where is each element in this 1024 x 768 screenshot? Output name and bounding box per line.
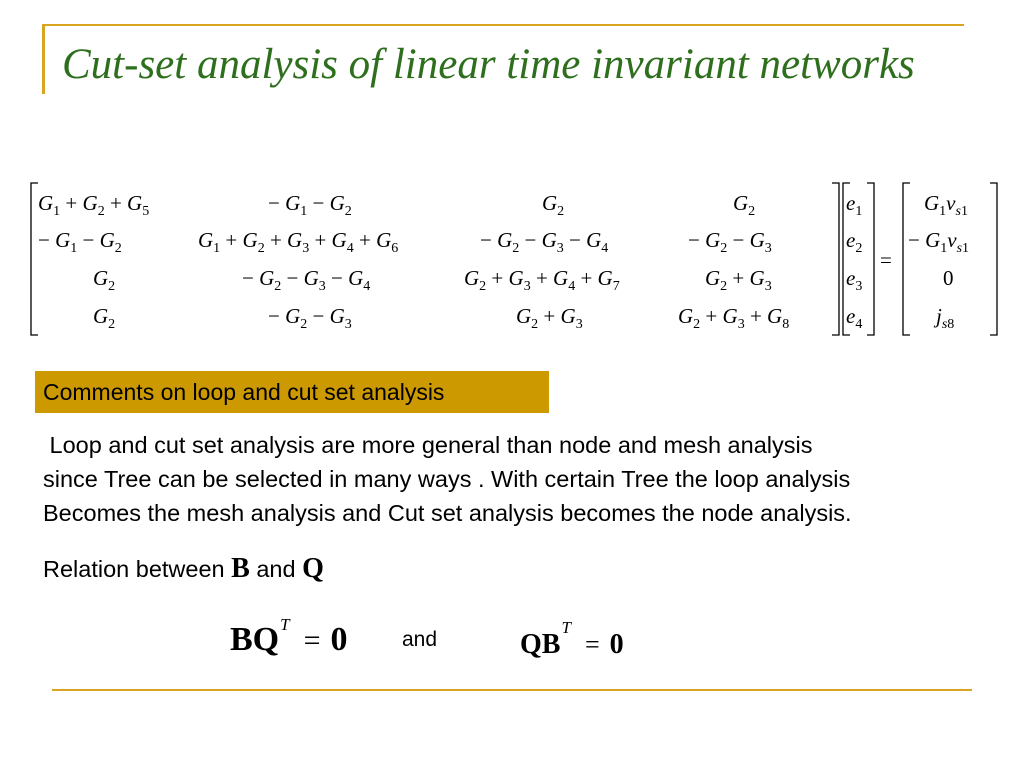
- vector-rhs-left-bracket: [903, 183, 910, 335]
- vector-e-entry: $e_3$: [846, 266, 863, 294]
- left-accent-rule: [42, 24, 45, 94]
- top-accent-rule: [42, 24, 964, 26]
- vector-rhs-entry: 0: [943, 266, 954, 290]
- eq2-lhs: QB: [520, 629, 561, 660]
- eq1-rhs: 0: [330, 621, 348, 658]
- eq1-equals: =: [303, 624, 321, 657]
- matrix-left-bracket: [31, 183, 38, 335]
- matrix-cell: $G_2$: [93, 304, 116, 332]
- paragraph-line: Becomes the mesh analysis and Cut set analysis becomes the node analysis.: [43, 500, 852, 526]
- relation-and: and: [256, 556, 296, 582]
- matrix-cell: − $G_2 - G_3 - G_4$: [242, 266, 371, 294]
- matrix-cell: $G_2 + G_3 + G_4 + G_7$: [464, 266, 620, 294]
- symbol-q: Q: [302, 553, 324, 584]
- paragraph-line: since Tree can be selected in many ways . With certain Tree the loop analysis: [43, 466, 851, 492]
- matrix-cell: $G_2 + G_3$: [705, 266, 772, 294]
- matrix-cell: $G_1 + G_2 + G_3 + G_4 + G_6$: [198, 228, 399, 256]
- vector-e-entry: $e_1$: [846, 191, 863, 219]
- matrix-cell: $G_2 + G_3 + G_8$: [678, 304, 790, 332]
- eq2-transpose: T: [561, 618, 571, 637]
- matrix-cell: − $G_2 - G_3$: [688, 228, 772, 256]
- equals-sign: =: [880, 248, 892, 272]
- matrix-cell: $G_2$: [733, 191, 756, 219]
- eq2-rhs: 0: [609, 629, 624, 660]
- vector-rhs-entry: $G_1v_s1$: [924, 191, 968, 219]
- eq1-lhs: BQ: [230, 621, 280, 658]
- vector-e-entry: $e_4$: [846, 304, 863, 332]
- matrix-cell: $G_1 + G_2 + G_5$: [38, 191, 150, 219]
- comments-paragraph: [43, 428, 1023, 530]
- vector-e-entry: $e_2$: [846, 228, 863, 256]
- relation-prefix: Relation between: [43, 556, 225, 582]
- relation-line: [43, 553, 324, 585]
- equation-bq-transpose: [230, 615, 348, 659]
- equation-qb-transpose: [520, 618, 624, 661]
- matrix-cell: − $G_1 - G_2$: [268, 191, 352, 219]
- vector-rhs-right-bracket: [990, 183, 997, 335]
- comments-banner: Comments on loop and cut set analysis: [35, 371, 549, 413]
- eq1-transpose: T: [280, 615, 290, 634]
- matrix-cell: $G_2$: [93, 266, 116, 294]
- equations-and: and: [402, 628, 438, 651]
- matrix-cell: − $G_1 - G_2$: [38, 228, 122, 256]
- matrix-cell: $G_2 + G_3$: [516, 304, 583, 332]
- bottom-accent-rule: [52, 689, 972, 691]
- vector-rhs-entry: $j_s8$: [936, 304, 955, 332]
- matrix-cell: − $G_2 - G_3 - G_4$: [480, 228, 609, 256]
- paragraph-line: Loop and cut set analysis are more general than node and mesh analysis: [43, 432, 813, 458]
- matrix-cell: $G_2$: [542, 191, 565, 219]
- eq2-equals: =: [584, 630, 600, 659]
- cut-set-matrix-equation: [20, 175, 1010, 340]
- vector-rhs-entry: − $G_1v_s1$: [908, 228, 970, 256]
- vector-e-right-bracket: [867, 183, 874, 335]
- matrix-cell: − $G_2 - G_3$: [268, 304, 352, 332]
- slide-title: Cut-set analysis of linear time invariant networks: [62, 41, 915, 88]
- matrix-right-bracket: [832, 183, 839, 335]
- symbol-b: B: [231, 553, 250, 584]
